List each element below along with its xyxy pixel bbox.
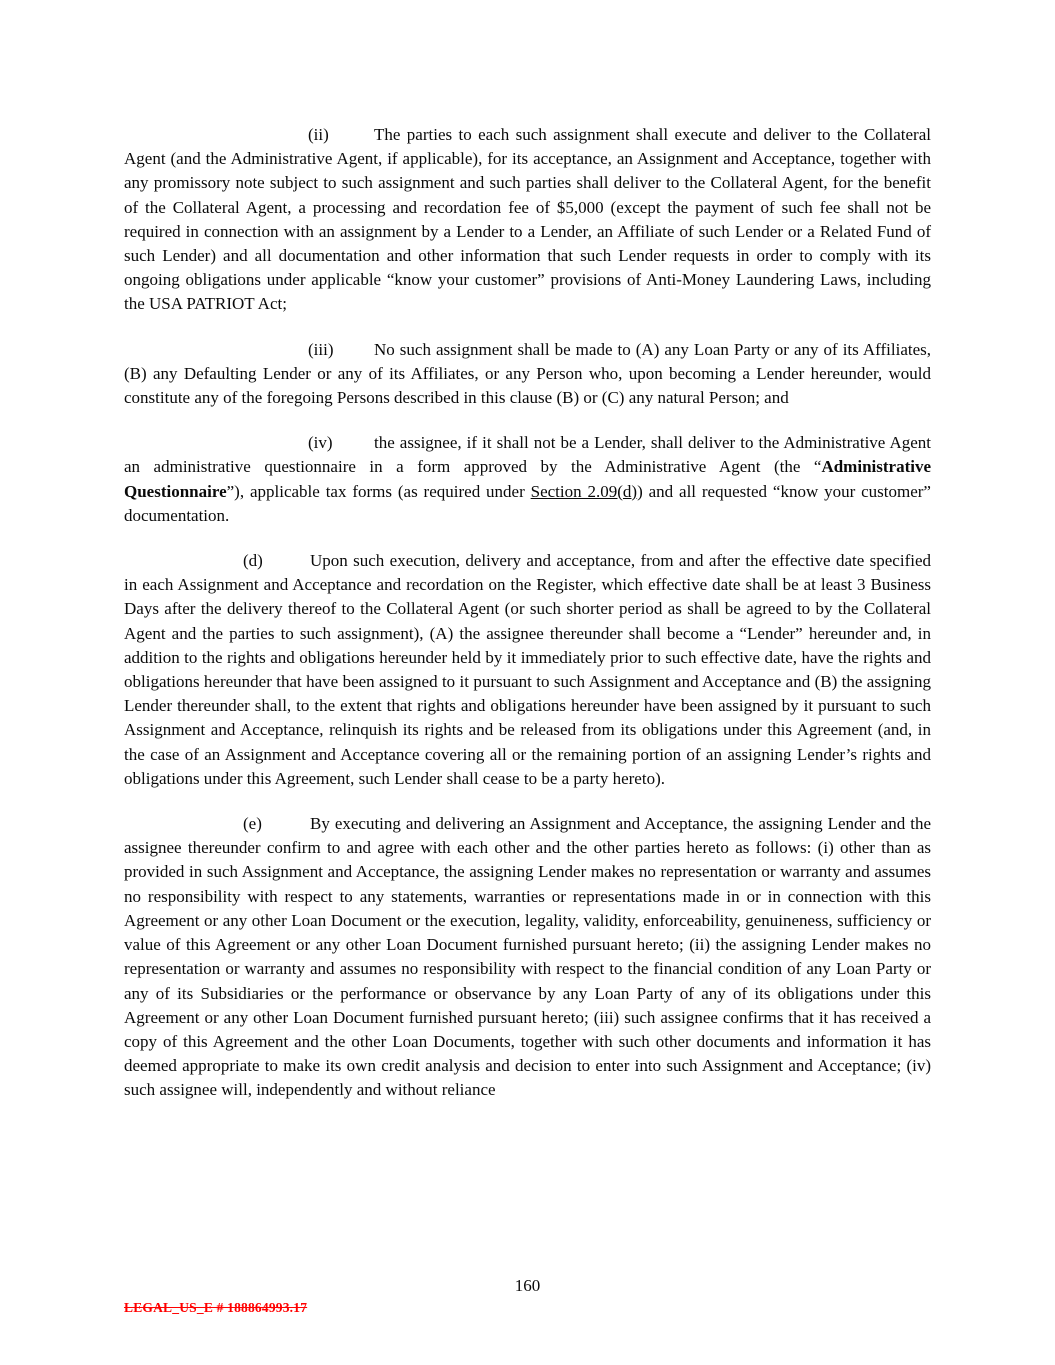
paragraph-iv-text-2: ”), applicable tax forms (as required under (226, 481, 531, 501)
defined-term-administrative-questionnaire: Administrative Questionnaire (124, 457, 931, 501)
paragraph-ii-label: (ii) (308, 125, 329, 144)
paragraph-d-text: Upon such execution, delivery and acceptance, from and after the effective date specified in each Assignment and Acceptance and recordation on the Register, which effective date shall be at least 3 Business Days after the delivery thereof to the Collateral Agent (or such shorter period as shall be agreed to by the Collateral Agent and the parties to such assignment), (A) the assignee thereunder shall become a “Lender” hereunder and, in addition to the rights and obligations hereunder held by it immediately prior to such effective date, have the rights and obligations hereunder that have been assigned to it pursuant to such Assignment and Acceptance and (B) the assigning Lender thereunder shall, to the extent that rights and obligations hereunder have been assigned by it pursuant to such Assignment and Acceptance, relinquish its rights and be released from its obligations under this Agreement (and, in the case of an Assignment and Acceptance covering all or the remaining portion of an assigning Lender’s rights and obligations under this Agreement, such Lender shall cease to be a party hereto). (124, 551, 931, 788)
paragraph-iv-text-1: the assignee, if it shall not be a Lender, shall deliver to the Administrative Agent an administrative questionnaire in a form approved by the Administrative Agent (the “ (124, 433, 931, 477)
page-number: 160 (514, 1276, 541, 1295)
paragraph-e-label: (e) (243, 814, 262, 834)
paragraph-iv-label: (iv) (308, 433, 333, 453)
document-body (124, 123, 931, 1124)
paragraph-iv-text-3: ) and all requested “know your customer” documentation. (124, 481, 931, 525)
paragraph-d-label: (d) (243, 551, 263, 571)
document-stamp: LEGAL_US_E # 188864993.17 (124, 1300, 308, 1315)
paragraph-d (124, 549, 931, 791)
paragraph-iii-label: (iii) (308, 339, 334, 359)
paragraph-e-text: By executing and delivering an Assignment and Acceptance, the assigning Lender and the assignee thereunder confirm to and agree with each other and the other parties hereto as follows: (i) other than as provided in such Assignment and Acceptance, the assigning Lender makes no representation or warranty and assumes no responsibility with respect to any statements, warranties or representations made in or in connection with this Agreement or any other Loan Document or the execution, legality, validity, enforceability, genuineness, sufficiency or value of this Agreement or any other Loan Document furnished pursuant hereto; (ii) the assigning Lender makes no representation or warranty and assumes no responsibility with respect to the financial condition of any Loan Party or any of its Subsidiaries or the performance or observance by any Loan Party of any of its obligations under this Agreement or any other Loan Document furnished pursuant hereto; (iii) such assignee confirms that it has received a copy of this Agreement and the other Loan Documents, together with such other documents and information it has deemed appropriate to make its own credit analysis and decision to enter into such Assignment and Acceptance; (iv) such assignee will, independently and without reliance (124, 814, 931, 1100)
paragraph-ii (124, 123, 931, 317)
paragraph-e (124, 812, 931, 1102)
paragraph-ii-text: The parties to each such assignment shall execute and deliver to the Collateral Agent (and the Administrative Agent, if applicable), for its acceptance, an Assignment and Acceptance, together with any promissory note subject to such assignment and such parties shall deliver to the Collateral Agent, for the benefit of the Collateral Agent, a processing and recordation fee of $5,000 (except the payment of such fee shall not be required in connection with an assignment by a Lender to a Lender, an Affiliate of such Lender or a Related Fund of such Lender) and all documentation and other information that such Lender requests in order to comply with its ongoing obligations under applicable “know your customer” provisions of Anti-Money Laundering Laws, including the USA PATRIOT Act; (124, 125, 931, 314)
paragraph-iii (124, 338, 931, 411)
paragraph-iii-text: No such assignment shall be made to (A) any Loan Party or any of its Affiliates, (B) any Defaulting Lender or any of its Affiliates, or any Person who, upon becoming a Lender hereunder, would constitute any of the foregoing Persons described in this clause (B) or (C) any natural Person; and (124, 339, 931, 408)
section-reference-2-09-d: Section 2.09(d) (530, 481, 638, 501)
paragraph-iv (124, 431, 931, 528)
